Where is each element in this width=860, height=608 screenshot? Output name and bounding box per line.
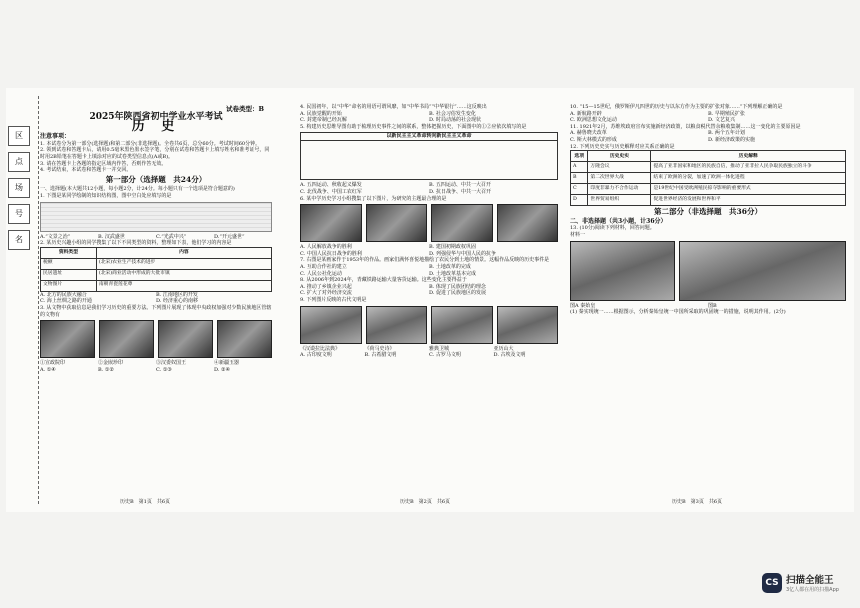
table-cell: 促进世界经济的发展和世界和平: [651, 195, 846, 206]
map-image: [679, 241, 846, 301]
option: D. 时局动荡的社会现状: [429, 117, 482, 124]
q10-options: [570, 111, 846, 124]
caption: ②金嵌珍印: [98, 360, 124, 367]
question-4: 4. 民国初年，以“中华”命名的用语可谓风靡，如“中华书局”“中华银行”……这反映出: [300, 104, 487, 110]
option: C. 人民公社化运动: [300, 270, 342, 277]
option: B. 两个五年计划: [708, 130, 745, 137]
table-cell: A: [571, 162, 588, 173]
question-2: 2. 某历史兴趣小组的同学搜集了以下不同类型的资料，整理如下表，他们学习的内容是: [40, 240, 232, 247]
subject-title: 历 史: [131, 118, 181, 134]
caption: 图B: [708, 302, 717, 309]
option: A. 五四运动、秋收起义爆发: [300, 182, 362, 189]
q9-images: [300, 306, 558, 344]
option: B. 建国初期政权巩固: [429, 244, 476, 251]
table-row: [571, 195, 846, 206]
q6-options: [300, 244, 558, 257]
option: D. 抗日战争、中共一大召开: [429, 188, 492, 195]
option: C. 扩大了对外经济交流: [300, 290, 352, 297]
q9-options: [300, 352, 558, 359]
option: D. 土地改革基本完成: [429, 270, 477, 277]
option: D. 文艺复兴: [708, 117, 736, 124]
note: 4. 考试结束，本试卷和答题卡一并交回。: [40, 167, 132, 174]
book-cover-image: [366, 204, 428, 242]
question-12: 12. 下列历史史实与历史解释对应关系正确的是: [570, 143, 675, 150]
caption: 《汉谟拉比法典》: [300, 345, 341, 352]
table-cell: 民居遗址: [41, 269, 97, 280]
notes-heading: 注意事项：: [40, 133, 71, 141]
book-cover-image: [431, 204, 493, 242]
option: C. 封建帝制已经瓦解: [300, 117, 347, 124]
option: A.“文景之治”: [40, 233, 71, 240]
page-2-column: [300, 104, 558, 359]
option: C. 海上丝绸之路的开通: [40, 298, 92, 305]
option: D. 古埃及文明: [493, 352, 526, 359]
caption: 图A 秦始皇: [570, 302, 596, 309]
option: D. ②④: [214, 366, 230, 373]
table-row: [571, 162, 846, 173]
question-10: 10. “15—15世纪，俄罗斯伊凡四世的历史与以东方作为主要的扩张对象……”下列理解正确的是: [570, 104, 783, 110]
option: C. 斯大林模式的形成: [570, 136, 617, 143]
civilization-image: [431, 306, 493, 344]
q6-images: [300, 204, 558, 242]
q11-options: [570, 130, 846, 143]
table-header: 选项: [571, 151, 588, 162]
table-cell: 第二次世界大战: [588, 173, 651, 184]
book-cover-image: [497, 204, 559, 242]
option: B. 江南地区的开发: [156, 291, 198, 298]
q3-artifact-images: [40, 320, 272, 358]
artifact-image: [40, 320, 95, 358]
option: B. ①②: [98, 366, 114, 373]
scanner-watermark: [762, 572, 839, 593]
question-3: 3. 从文物中获取信息是我们学习历史的重要方法。下列图片展现了体现中央政权加强对少数民族地区管辖的文物有: [40, 304, 272, 318]
civilization-image: [497, 306, 559, 344]
page-footer: 历史B 第1页 共6页: [120, 499, 171, 505]
option: A. 人民解放战争的胜利: [300, 244, 352, 251]
note: 1. 本试卷分为第一部分(选择题)和第二部分(非选择题)。全卷共6页，总分60分。考试时间60分钟。: [40, 140, 261, 147]
question-11: 11. 1921年2月，苏维埃政府宣布实施新经济政策，以粮食税代替余粮收集制……这一变化的主要原因是: [570, 123, 801, 130]
table-cell: 文物图片: [41, 280, 97, 291]
mind-map-title: 以新民主主义革命转向新民主主义革命: [301, 133, 557, 141]
table-cell: 是19世纪中国受欧洲殖民掠夺影响的重要形式: [651, 184, 846, 195]
option: C. 中国人民抗日战争的胜利: [300, 250, 362, 257]
side-label: 场: [8, 178, 30, 198]
option: D. 列强侵华与中国人民的抗争: [429, 250, 497, 257]
table-cell: 世界贸易组织: [588, 195, 651, 206]
caption: 亚历山大: [493, 345, 514, 352]
option: C.“光武中兴”: [156, 233, 187, 240]
student-info-sidebar: [6, 126, 34, 256]
q8-options: [300, 284, 558, 297]
option: B. 社会习俗发生变化: [429, 110, 476, 117]
caption: 《荷马史诗》: [364, 345, 395, 352]
table-cell: 税额: [41, 258, 97, 269]
option: C. 北伐战争、中国工农红军: [300, 188, 362, 195]
civilization-image: [366, 306, 428, 344]
note: 2. 领到试卷和答题卡后，请用0.5毫米黑色墨水签字笔，分别在试卷和答题卡上填写姓名和准考证号，同时用2B铅笔在答题卡上填涂对应的试卷类型信息点(A或B)。: [40, 147, 270, 160]
option: A. 推动了乡镇企业兴起: [300, 283, 352, 290]
q3-options: [40, 367, 272, 374]
caption: ①宣政院印: [40, 360, 66, 367]
exam-title: 2025年陕西省初中学业水平考试: [89, 112, 223, 122]
page-footer: 历史B 第3页 共6页: [672, 499, 723, 505]
q13-figures: [570, 241, 846, 301]
q7-options: [300, 264, 558, 277]
option: D. 促进了民族地区的发展: [429, 290, 487, 297]
camscanner-logo-icon: CS: [762, 573, 782, 593]
note: 3. 请在答题卡上各题的指定区域内作答，否则作答无效。: [40, 160, 167, 167]
option: A. 新航路开辟: [570, 110, 602, 117]
table-cell: C: [571, 184, 588, 195]
qin-shihuang-image: [570, 241, 675, 301]
caption: ③汉委奴国王: [156, 360, 187, 367]
q2-table: [40, 247, 272, 292]
part1-heading: 第一部分（选择题 共24分）: [105, 174, 207, 184]
option: B. 五四运动、中共一大召开: [429, 182, 491, 189]
q1-knowledge-diagram: [40, 202, 272, 232]
side-label: 点: [8, 152, 30, 172]
table-header: 资料类型: [41, 247, 97, 258]
section-instruction: 一、选择题(本大题共12小题，每小题2分，计24分。每小题只有一个选项是符合题意的): [40, 186, 235, 193]
q12-table: [570, 150, 846, 206]
option: C. ①③: [156, 366, 172, 373]
option: D. 新经济政策的实施: [708, 136, 756, 143]
table-header: 内容: [96, 247, 271, 258]
question-13-text: (1) 秦实现统一……根据图示，分析秦始皇统一中国所采取的巩固统一的措施，说明其作用。(2分): [570, 309, 786, 316]
page-footer: 历史B 第2页 共6页: [400, 499, 451, 505]
material-label: 材料一: [570, 231, 586, 238]
watermark-brand: 扫描全能王: [786, 575, 834, 586]
part2-instruction: 二、非选择题（共3小题，计36分）: [570, 217, 667, 225]
question-1: 1. 下图是某同学绘制的知识结构图，图中空白处应填写的是: [40, 192, 172, 199]
option: A. 民族觉醒的开始: [300, 110, 342, 117]
option: A. 互助合作社的建立: [300, 263, 347, 270]
option: C. 古罗马文明: [429, 352, 461, 359]
table-cell: 提高了亚非国家和地区的民族自信，推动了亚非拉人民争取民族独立的斗争: [651, 162, 846, 173]
caption: 雅典卫城: [429, 345, 450, 352]
option: A. 赫鲁晓夫改革: [570, 130, 607, 137]
book-cover-image: [300, 204, 362, 242]
q5-mind-map: [300, 132, 558, 180]
option: B. 汉武盛世: [98, 233, 125, 240]
option: B. 土地改革的完成: [429, 263, 471, 270]
civilization-image: [300, 306, 362, 344]
option: B. 古希腊文明: [364, 352, 397, 359]
option: D.“开元盛世”: [214, 233, 245, 240]
question-13: 13. (10分)阅读下列材料，回答问题。: [570, 225, 655, 232]
question-9: 9. 下列图片反映的古代文明是: [300, 296, 367, 303]
side-label: 号: [8, 204, 30, 224]
q4-options: [300, 111, 558, 124]
page-1-column: [40, 104, 272, 373]
table-row: [571, 184, 846, 195]
table-cell: B: [571, 173, 588, 184]
q2-options: [40, 292, 272, 305]
artifact-image: [99, 320, 154, 358]
question-7: 7. 右图是某画家作于1953年的作品。画家们满怀喜悦地描绘了农民分到土地的情景。这幅作品反映的历史事件是: [300, 257, 550, 264]
question-8: 8. 从2006年到2024年，青藏铁路运输大量客货运输。这些变化主要得益于: [300, 277, 467, 284]
side-label: 名: [8, 230, 30, 250]
question-5: 5. 构建历史思维导图有助于梳理历史事件之间的联系，整体把握历史，下面图中的①②应依次填写的是: [300, 123, 527, 130]
table-cell: 万隆会议: [588, 162, 651, 173]
artifact-image: [158, 320, 213, 358]
option: A. ①④: [40, 366, 56, 373]
option: B. 早期殖民扩张: [708, 110, 745, 117]
table-cell: (北宋)农业生产技术的进步: [96, 258, 271, 269]
table-row: [41, 269, 272, 280]
table-header: 历史解释: [651, 151, 846, 162]
paper-type: 试卷类型：B: [226, 105, 264, 113]
binding-line: [38, 96, 39, 504]
question-6: 6. 某中学历史学习小组搜集了以下图片，为研究的主题最合理的是: [300, 195, 447, 202]
option: C. 欧洲思想文化运动: [570, 117, 617, 124]
option: A. 古印度文明: [300, 352, 332, 359]
table-row: [571, 173, 846, 184]
table-row: [41, 280, 272, 291]
watermark-tagline: 3亿人都在用的扫描App: [786, 587, 839, 593]
artifact-image: [217, 320, 272, 358]
q5-options: [300, 182, 558, 195]
table-cell: D: [571, 195, 588, 206]
table-header: 历史史实: [588, 151, 651, 162]
caption: ④新疆玉器: [214, 360, 240, 367]
table-cell: 印度非暴力不合作运动: [588, 184, 651, 195]
option: D. 经济重心的南移: [156, 298, 199, 305]
side-label: 区: [8, 126, 30, 146]
option: B. 体现了民族团结的理念: [429, 283, 486, 290]
table-cell: (北宋)商业活动中形成的大批市镇: [96, 269, 271, 280]
option: A. 北方的民族大融合: [40, 291, 87, 298]
table-cell: 南朝青瓷莲花尊: [96, 280, 271, 291]
table-row: [41, 258, 272, 269]
part2-heading: 第二部分（非选择题 共36分）: [654, 207, 762, 217]
table-cell: 结束了欧洲的分裂，加速了欧洲一体化进程: [651, 173, 846, 184]
page-3-column: [570, 104, 846, 316]
q3-captions: [40, 360, 272, 367]
